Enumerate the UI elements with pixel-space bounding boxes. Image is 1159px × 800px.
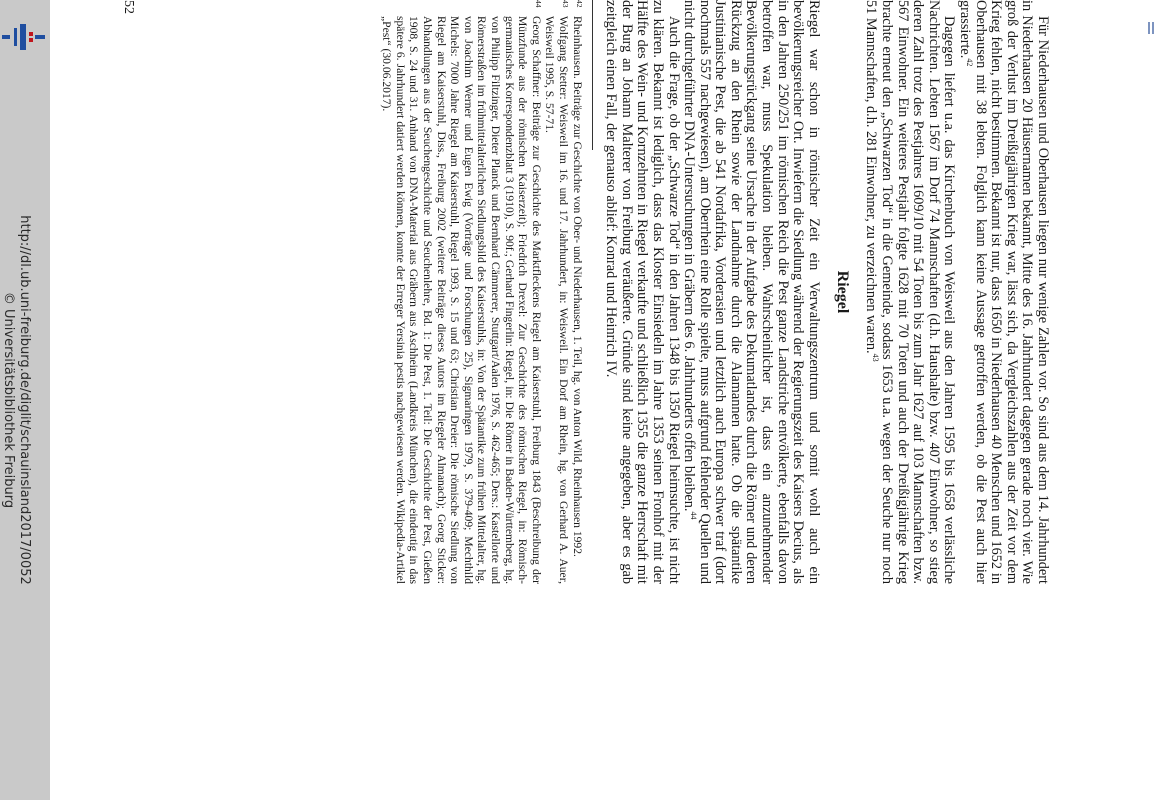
book-page	[110, 0, 1070, 640]
page-number: 52	[121, 0, 136, 14]
footnote-text: Wolfgang Stetter: Weisweil im 16. und 17. Jahrhundert, in: Weisweil. Ein Dorf am Rhein, hg. von Gerhard A. Auer, Weisweil 1995, S. 57-71.	[543, 16, 570, 584]
paragraph-niederhausen: Für Niederhausen und Oberhausen liegen nur wenige Zahlen vor. So sind aus dem 14. Jahrhundert in Niederhausen 20 Häusernamen bekannt, Mitte des 16. Jahrhundert dagegen gerade noch vier. Wie groß der Verlust im Dreißigjährigen Krieg war, lässt sich, da Vergleichszahlen aus der Zeit vor dem Krieg fehlen, nicht bestimmen. Bekannt ist nur, dass 1650 in Niederhausen 40 Menschen und 1652 in Oberhausen mit 38 lebten. Folglich kann keine Aussage getroffen werden, ob die Pest auch hier grassierte.$^{42}$	[957, 0, 1051, 584]
footnote-ref-44: 44	[688, 511, 698, 520]
footnote-text: Rheinhausen. Beiträge zur Geschichte von Ober- und Niederhausen, 1. Teil, hg. von Anton Wild, Rheinhausen 1992.	[570, 16, 584, 557]
footnote-44	[380, 0, 543, 584]
footnote-divider	[592, 0, 593, 150]
paragraph-riegel-plague: Auch die Frage, ob der „Schwarze Tod“ in den Jahren 1348 bis 1350 Riegel heimsuchte, ist nicht zu klären. Bekannt ist lediglich, dass das Kloster Einsiedeln im Jahre 1353 seinen Fronhof mit der Hälfte des Wein- und Kornzehnten in Riegel verkaufte und schließlich 1355 die ganze Herrschaft mit der Burg an Johann Malterer von Freiburg veräußerte. Gründe sind keine angegeben, aber es gab zeitgleich einen Fall, der genauso ablief: Konrad und Heinrich IV.	[603, 0, 682, 584]
section-heading: Riegel	[833, 270, 851, 314]
footnote-text: Georg Schaffner: Beiträge zur Geschichte des Marktfleckens Riegel am Kaiserstuhl, Freiburg 1843 (Beschreibung der Münzfunde aus der römischen Kaiserzeit); Friedrich Drexel: Zur Geschichte des römischen Riegel, in: Römisch-germanisches Korrespondenzblatt 3 (1910), S. 90f.; Gerhard Fingerlin: Riegel, in: Die Römer in Baden-Württemberg, hg. von Philipp Filtzinger, Dieter Planck und Bernhard Cämmerer, Stuttgart/Aalen 1976, S. 462-465; Ders.: Kastellorte und Römerstraßen im frühmittelalterlichen Siedlungsbild des Kaiserstuhls, in: Von der Spätantike zum frühen Mittelalter, hg. von Joachim Werner und Eugen Ewig (Vorträge und Forschungen 25), Sigmaringen 1979, S. 379-409; Mechthild Michels: 7000 Jahre Riegel am Kaiserstuhl, Riegel 1993, S. 15 und 63; Christian Dreier: Die römische Siedlung von Riegel am Kaiserstuhl, Diss., Freiburg 2002 (weitere Beiträge dieses Autors im Riegeler Almanach); Georg Sticker: Abhandlungen aus der Seuchengeschichte und Seuchenlehre, Bd. 1: Die Pest, 1. Teil: Die Geschichte der Pest, Gießen 1908, S. 24 und 31. Anhand von DNA-Material aus Gräbern aus Aschheim (Landkreis München), die eindeutig in das spätere 6. Jahrhundert datiert werden können, konnte der Erreger Yersinia pestis nachgewiesen werden. Wikipedia-Artikel „Pest“ (30.06.2017).	[380, 16, 543, 584]
source-url[interactable]: http://dl.ub.uni-freiburg.de/diglit/schauinsland2017/0052	[17, 215, 32, 585]
footnote-list	[380, 0, 584, 584]
footnote-42	[570, 0, 584, 584]
footnote-number: 42	[574, 0, 584, 8]
copyright-notice: © Universitätsbibliothek Freiburg	[1, 291, 16, 509]
footnote-ref-43: 43	[871, 353, 881, 362]
viewer-sidebar	[0, 0, 50, 800]
footnote-number: 44	[533, 0, 543, 8]
footnote-43	[543, 0, 570, 584]
paragraph-riegel-roman: Riegel war schon in römischer Zeit ein Verwaltungszentrum und somit wohl auch ein bevölkerungsreicher Ort. Inwiefern die Siedlung während der Regierungszeit des Kaisers Decius, als in den Jahren 250/251 im römischen Reich die Pest ganze Landstriche entvölkerte, ebenfalls davon betroffen war, muss Spekulation bleiben. Wahrscheinlicher ist, dass ein anzunehmender Bevölkerungsrückgang seine Ursache in der Aufgabe des Dekumatlandes durch die Römer und deren Rückzug an den Rhein sowie der Landnahme durch die Alamannen hatte. Ob die spätantike Justinianische Pest, die ab 541 Nordafrika, Vorderasien und letztlich auch Europa schwer traf (dort nochmals 557 nachgewiesen), am Oberrhein eine Rolle spielte, muss aufgrund fehlender Quellen und nicht durchgeführter DNA-Untersuchungen in Gräbern des 6. Jahrhunderts offen bleiben.$^{44}$	[681, 0, 822, 584]
footnote-ref-42: 42	[964, 58, 974, 67]
footnote-number: 43	[560, 0, 570, 8]
corner-marker-icon	[1147, 22, 1155, 34]
paragraph-weisweil: Dagegen liefert u.a. das Kirchenbuch von Weisweil aus den Jahren 1595 bis 1658 verlässliche Nachrichten. Lebten 1567 im Dorf 74 Mannschaften (d.h. Haushalte) bzw. 407 Einwohner, so stieg deren Zahl trotz des Pestjahres 1609/10 mit 54 Toten bis zum Jahr 1627 auf 103 Mannschaften bzw. 567 Einwohner. Ein weiteres Pestjahr folgte 1628 mit 70 Toten und auch der Dreißigjährige Krieg brachte erneut den „Schwarzen Tod“ in die Gemeinde, sodass 1653 u.a. wegen der Seuche nur noch 51 Mannschaften, d.h. 281 Einwohner, zu verzeichnen waren.$^{43}$	[863, 0, 958, 584]
